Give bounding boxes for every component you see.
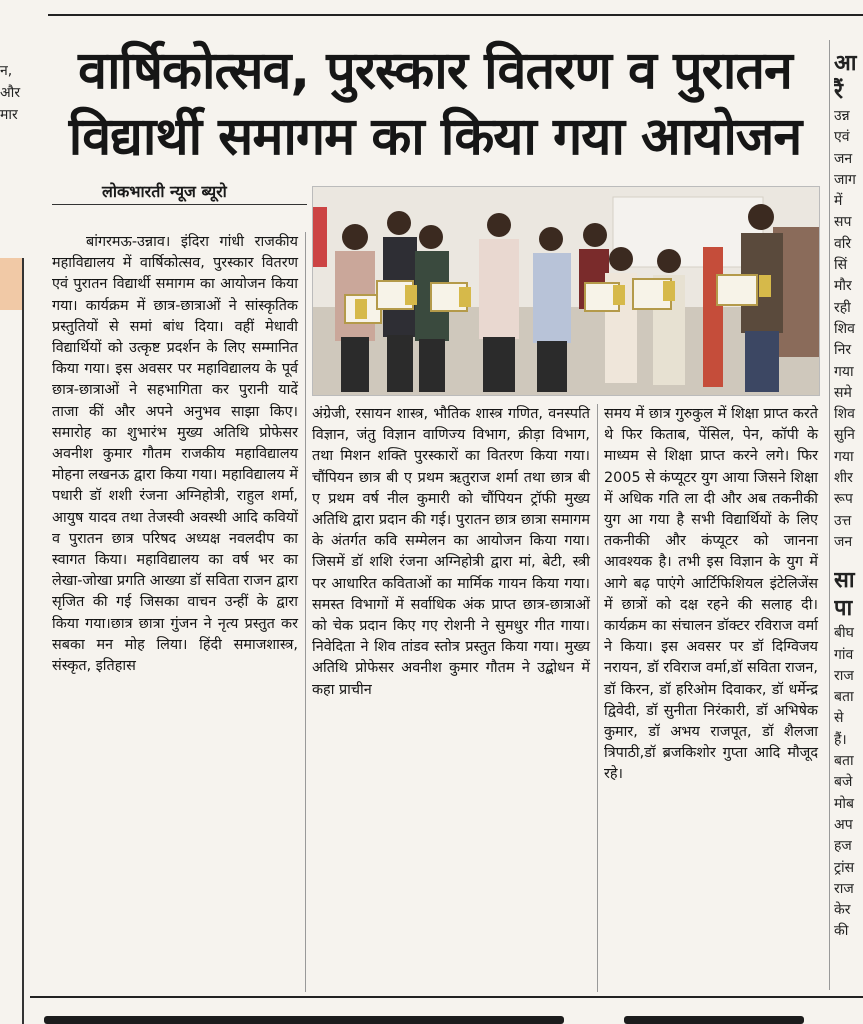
- right-cut-line: मोब: [834, 795, 854, 812]
- headline: [40, 38, 830, 170]
- right-cut-line: सुनि: [834, 427, 855, 444]
- right-cut-line: राज: [834, 667, 854, 684]
- right-cut-line: शिव: [834, 320, 855, 337]
- left-accent-block: [0, 258, 22, 310]
- right-cut-line: समे: [834, 384, 852, 401]
- right-cut-heading: पा: [834, 596, 853, 622]
- right-cut-line: उन्न: [834, 108, 850, 124]
- next-article-headline-cut: [44, 1008, 863, 1024]
- left-cut-line: और: [0, 85, 21, 101]
- right-cut-line: एवं: [834, 129, 850, 146]
- right-cut-line: सप: [834, 214, 852, 231]
- cut-headline-ink: [624, 1016, 804, 1024]
- right-cut-line: वरि: [834, 235, 852, 252]
- right-cut-heading: आ: [834, 51, 857, 76]
- right-cut-line: हज: [834, 838, 852, 855]
- left-cut-line: मार: [0, 107, 18, 123]
- headline-line-2: विद्यार्थी समागम का किया गया आयोजन: [68, 107, 802, 167]
- right-cut-line: बता: [834, 753, 854, 770]
- right-cut-line: रूप: [834, 491, 853, 508]
- column-rule: [597, 404, 598, 992]
- headline-line-1: वार्षिकोत्सव, पुरस्कार वितरण व पुरातन: [78, 41, 792, 101]
- right-cut-line: केर: [834, 902, 851, 919]
- right-cut-line: जन: [834, 150, 853, 167]
- right-cut-line: ट्रांस: [834, 859, 855, 876]
- right-cut-line: बजे: [834, 774, 853, 791]
- right-cut-heading: सा: [834, 568, 855, 594]
- right-cut-line: जाग: [834, 171, 856, 188]
- right-cut-line: बीघ: [834, 625, 854, 642]
- right-cut-line: गया: [834, 363, 854, 380]
- column-rule: [305, 232, 306, 992]
- article-column-3: समय में छात्र गुरुकुल में शिक्षा प्राप्त करते थे फिर किताब, पेंसिल, पेन, कॉपी के माध्यम से शिक्षा प्राप्त करने लगे। फिर 2005 से कंप्यूटर युग आया जिसने शिक्षा में अधिक गति ला दी और अब तकनीकी युग आ गया है सभी विद्यार्थियों के लिए तकनीकी और कंप्यूटर को जानना आवश्यक है। तभी इस विज्ञान के युग में आगे बढ़ पाएंगे आर्टिफिशियल इंटेलिजेंस में छात्रों को दक्ष रहने की सलाह दी। कार्यक्रम का संचालन डॉक्टर रविराज वर्मा ने किया। इस अवसर पर डॉ दिग्विजय नरायन, डॉ रविराज वर्मा,डॉ सविता राजन, डॉ किरन, डॉ हरिओम दिवाकर, डॉ धर्मेन्द्र द्विवेदी, डॉ सुनीता निरंकारी, डॉ अभिषेक कुमार, डॉ अभय राजपूत, डॉ शैलजा त्रिपाठी,डॉ ब्रजकिशोर गुप्ता आदि मौजूद रहे।: [604, 406, 818, 783]
- right-cut-line: निर: [834, 342, 852, 359]
- right-cut-column: [834, 50, 863, 943]
- right-column-rule: [829, 40, 830, 990]
- left-cut-line: न,: [0, 63, 13, 79]
- right-cut-heading: रैं: [834, 79, 843, 104]
- left-column-rule: [22, 258, 24, 1024]
- right-cut-line: जन: [834, 533, 853, 550]
- top-rule: [48, 14, 863, 16]
- article-column-2: अंग्रेजी, रसायन शास्त्र, भौतिक शास्त्र गणित, वनस्पति विज्ञान, जंतु विज्ञान वाणिज्य विभाग, क्रीड़ा विभाग, तथा मिशन शक्ति पुरस्कारों का वितरण किया गया। चौंपियन छात्र बी ए प्रथम ऋतुराज शर्मा तथा छात्र बी ए प्रथम वर्ष नील कुमारी को चौंपियन ट्रॉफी मुख्य अतिथि द्वारा प्रदान की गई। पुरातन छात्र छात्रा समागम के अंतर्गत कवि सम्मेलन का आयोजन किया गया। जिसमें डॉ शशि रंजना अग्निहोत्री द्वारा मां, बेटी, स्त्री पर आधारित कविताओं का मार्मिक गायन किया गया।समस्त विभागों में सर्वाधिक अंक प्राप्त छात्र-छात्राओं को चेक प्रदान किए गए रोशनी ने सुमधुर गीत गाया।निवेदिता ने शिव तांडव स्तोत्र प्रस्तुत किया गया। मुख्य अतिथि प्रोफेसर अवनीश कुमार गौतम ने उद्बोधन में कहा प्राचीन: [312, 406, 590, 698]
- right-cut-line: राज: [834, 880, 854, 897]
- byline-rule: [52, 204, 307, 205]
- right-cut-line: शिव: [834, 406, 855, 423]
- right-cut-line: में: [834, 193, 843, 210]
- right-cut-line: गांव: [834, 646, 854, 663]
- event-photo: [312, 186, 820, 396]
- bottom-rule: [30, 996, 863, 998]
- byline: लोकभारती न्यूज ब्यूरो: [102, 182, 227, 201]
- right-cut-line: से: [834, 710, 844, 727]
- left-cut-column: [0, 60, 28, 126]
- right-cut-line: रही: [834, 299, 851, 316]
- right-cut-line: बता: [834, 689, 854, 706]
- right-cut-line: मौर: [834, 278, 852, 295]
- right-cut-line: उत्त: [834, 512, 852, 529]
- cut-headline-ink: [44, 1016, 564, 1024]
- right-cut-line: सिं: [834, 257, 848, 274]
- right-cut-line: अप: [834, 816, 853, 833]
- right-cut-line: की: [834, 923, 849, 940]
- event-photo-illustration: [313, 187, 820, 396]
- right-cut-line: शीर: [834, 470, 853, 487]
- right-cut-line: गया: [834, 448, 854, 465]
- article-column-1: बांगरमऊ-उन्नाव। इंदिरा गांधी राजकीय महाविद्यालय में वार्षिकोत्सव, पुरस्कार वितरण एवं पुरातन विद्यार्थी समागम का आयोजन किया गया। कार्यक्रम में छात्र-छात्राओं ने सांस्कृतिक प्रस्तुतियों से समां बांध दिया। वहीं मेधावी विद्यार्थियों को उत्कृष्ट प्रदर्शन के लिए सम्मानित किया गया। इस अवसर पर महाविद्यालय के पूर्व छात्र-छात्राओं ने सहभागिता कर पुरानी यादें ताजा कीं और अपने अनुभव साझा किए। समारोह का शुभारंभ मुख्य अतिथि प्रोफेसर अवनीश कुमार गौतम राजकीय महाविद्यालय मोहना लखनऊ द्वारा किया गया। महाविद्यालय में पधारी डॉ शशी रंजना अग्निहोत्री, राहुल शर्मा, आयुष यादव तथा तेजस्वी अवस्थी आदि कवियों व पुरातन छात्र परिषद अध्यक्ष नवलदीप का स्वागत किया। महाविद्यालय का वर्ष भर का लेखा-जोखा प्रगति आख्या डॉ सविता राजन द्वारा सृजित की गई जिसका वाचन उन्हीं के द्वारा किया गया।छात्र छात्रा गुंजन ने नृत्य प्रस्तुत कर सबका मन मोह लिया। हिंदी समाजशास्त्र, संस्कृत, इतिहास: [52, 234, 298, 675]
- right-cut-line: हैं।: [834, 731, 847, 748]
